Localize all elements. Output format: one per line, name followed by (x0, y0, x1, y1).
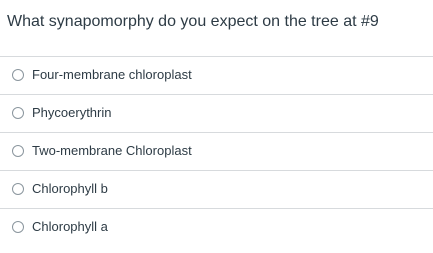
radio-button[interactable] (12, 69, 24, 81)
radio-button[interactable] (12, 107, 24, 119)
radio-button[interactable] (12, 183, 24, 195)
answer-option[interactable] (0, 170, 433, 208)
answer-label: Phycoerythrin (32, 105, 112, 120)
answer-label: Chlorophyll a (32, 219, 108, 234)
radio-button[interactable] (12, 221, 24, 233)
answer-option[interactable] (0, 208, 433, 246)
answer-list (0, 56, 433, 246)
answer-label: Chlorophyll b (32, 181, 108, 196)
answer-option[interactable] (0, 56, 433, 94)
answer-option[interactable] (0, 94, 433, 132)
answer-option[interactable] (0, 132, 433, 170)
radio-button[interactable] (12, 145, 24, 157)
question-text: What synapomorphy do you expect on the tree at #9 (7, 13, 379, 30)
answer-label: Two-membrane Chloroplast (32, 143, 192, 158)
answer-label: Four-membrane chloroplast (32, 67, 192, 82)
